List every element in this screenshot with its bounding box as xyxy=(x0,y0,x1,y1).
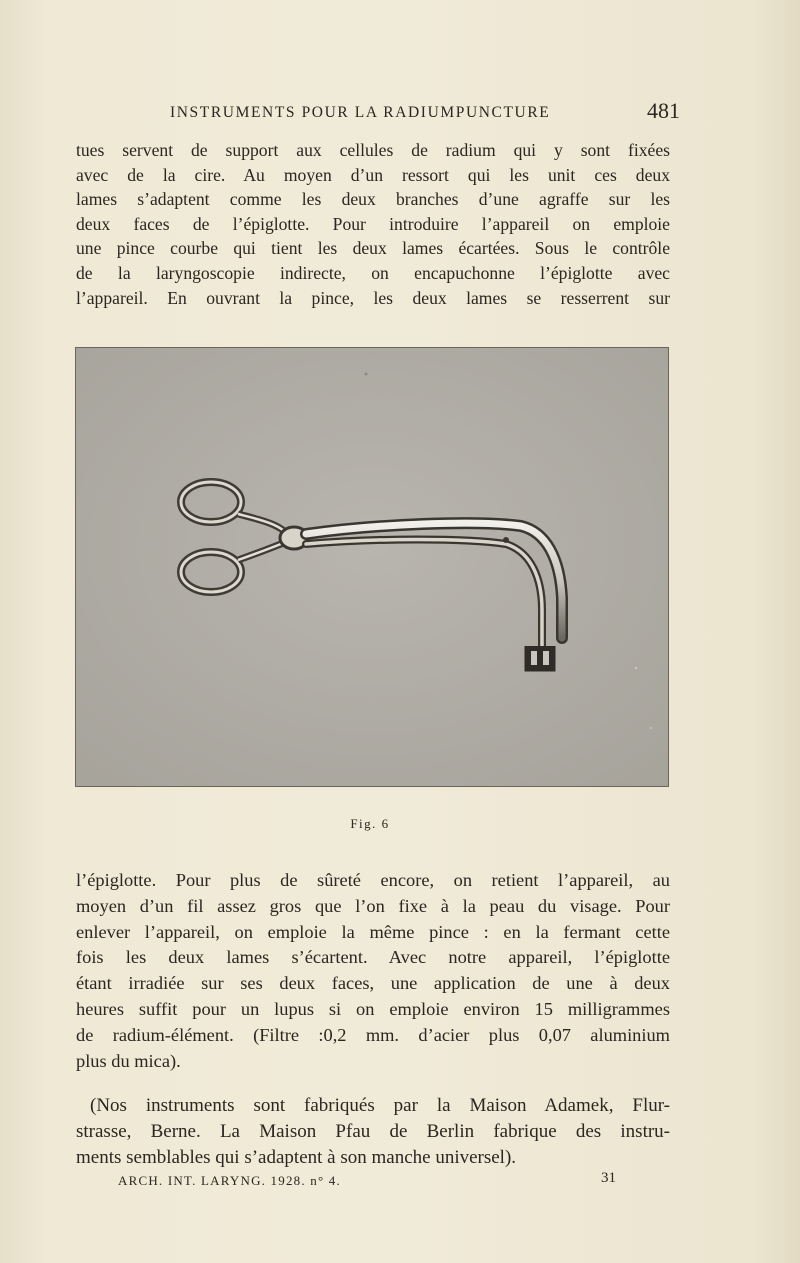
text-line: de radium-élément. (Filtre :0,2 mm. d’acier plus 0,07 aluminium xyxy=(76,1024,670,1045)
page-footer xyxy=(118,1170,616,1192)
curved-forceps-icon xyxy=(76,348,669,787)
text-line: fois les deux lames s’écartent. Avec notre appareil, l’épiglotte xyxy=(76,947,670,968)
paragraph-2 xyxy=(76,868,670,1074)
text-line: tues servent de support aux cellules de radium qui y sont fixées xyxy=(76,140,670,160)
figure-photograph xyxy=(75,347,669,787)
text-line: enlever l’appareil, on emploie la même pince : en la fermant cette xyxy=(76,921,670,942)
paragraph-3 xyxy=(76,1093,670,1171)
text-line: l’appareil. En ouvrant la pince, les deux lames se resserrent sur xyxy=(76,287,670,308)
journal-reference: ARCH. INT. LARYNG. 1928. n° 4. xyxy=(118,1173,341,1188)
text-line: deux faces de l’épiglotte. Pour introduire l’appareil on emploie xyxy=(76,213,670,234)
figure-caption: Fig. 6 xyxy=(350,816,390,831)
text-line: avec de la cire. Au moyen d’un ressort qui les unit ces deux xyxy=(76,164,670,185)
paragraph-1 xyxy=(76,138,670,310)
text-line: lames s’adaptent comme les deux branches d’une agraffe sur les xyxy=(76,189,670,210)
text-line: l’épiglotte. Pour plus de sûreté encore, on retient l’appareil, au xyxy=(76,870,670,890)
page-number: 481 xyxy=(647,98,680,123)
text-line: heures suffit pour un lupus si on emploie environ 15 milligrammes xyxy=(76,998,670,1019)
running-title: INSTRUMENTS POUR LA RADIUMPUNCTURE xyxy=(170,104,551,121)
text-line: (Nos instruments sont fabriqués par la Maison Adamek, Flur- xyxy=(90,1095,670,1116)
text-line: moyen d’un fil assez gros que l’on fixe à la peau du visage. Pour xyxy=(76,895,670,916)
sheet-number: 31 xyxy=(601,1170,616,1186)
text-line: plus du mica). xyxy=(76,1050,181,1071)
text-line: étant irradiée sur ses deux faces, une application de une à deux xyxy=(76,973,670,994)
page-header xyxy=(170,98,680,128)
text-line: de la laryngoscopie indirecte, on encapuchonne l’épiglotte avec xyxy=(76,262,670,283)
text-line: une pince courbe qui tient les deux lames écartées. Sous le contrôle xyxy=(76,238,670,259)
text-line: strasse, Berne. La Maison Pfau de Berlin fabrique des instru- xyxy=(76,1121,670,1142)
text-line: ments semblables qui s’adaptent à son manche universel). xyxy=(76,1147,517,1168)
